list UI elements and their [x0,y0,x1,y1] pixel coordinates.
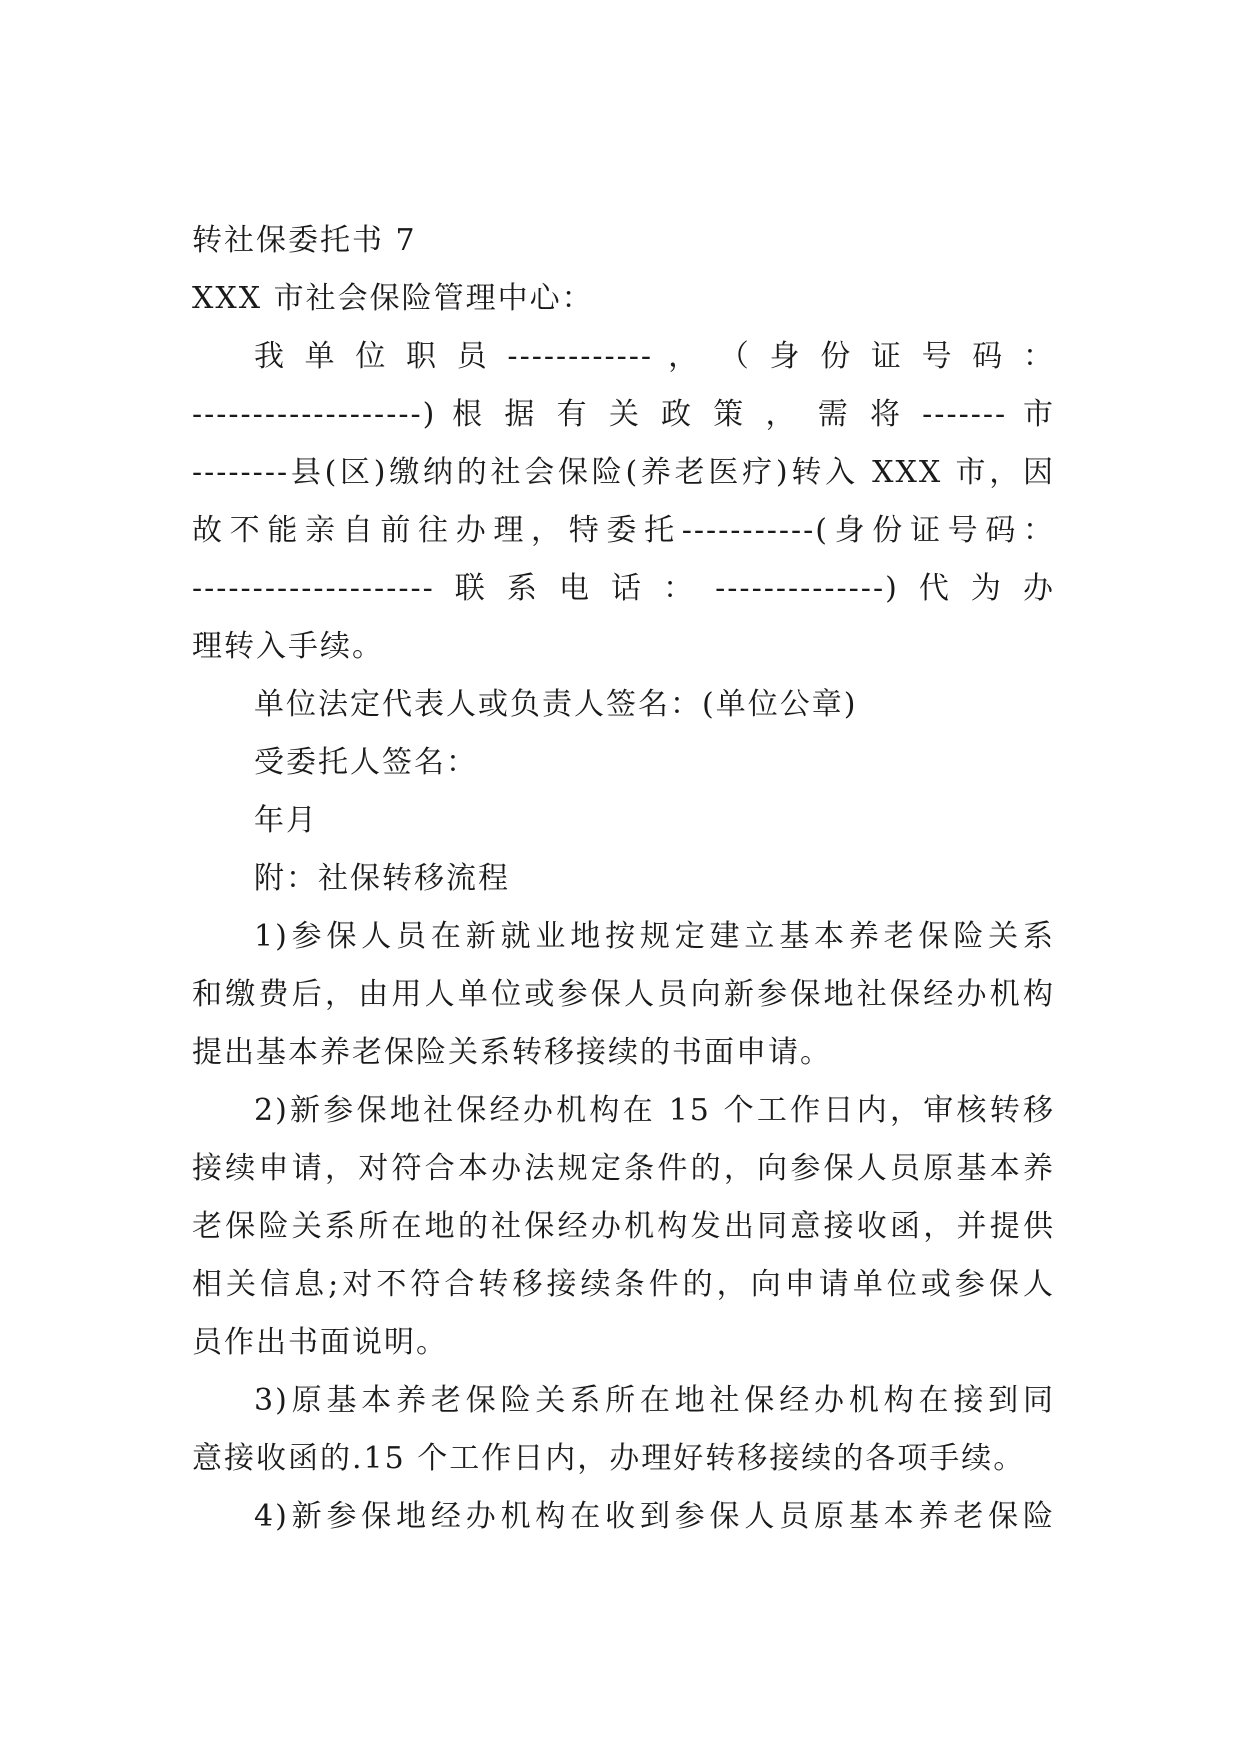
body-line: -------------------) 根 据 有 关 政 策 ， 需 将 ------- 市 [192,397,1055,432]
addressee: XXX 市社会保险管理中心： [192,281,594,316]
body-line: 理转入手续。 [192,629,384,664]
body-line: --------县(区)缴纳的社会保险(养老医疗)转入 XXX 市，因 [192,455,1055,490]
body-line: --------------------联系电话：--------------)代为办 [192,571,1055,606]
step-3-line: 意接收函的.15 个工作日内，办理好转移接续的各项手续。 [192,1441,1026,1476]
step-1-line: 1)参保人员在新就业地按规定建立基本养老保险关系 [254,919,1055,954]
appendix-heading: 附：社保转移流程 [254,861,510,896]
step-1-line: 和缴费后，由用人单位或参保人员向新参保地社保经办机构 [192,977,1055,1012]
signature-date: 年月 [254,803,318,838]
step-4-line: 4)新参保地经办机构在收到参保人员原基本养老保险 [254,1499,1055,1534]
step-1-line: 提出基本养老保险关系转移接续的书面申请。 [192,1035,832,1070]
signature-legal-rep: 单位法定代表人或负责人签名：(单位公章) [254,687,858,722]
step-2-line: 老保险关系所在地的社保经办机构发出同意接收函，并提供 [192,1209,1055,1244]
document-body [192,212,1055,1546]
step-2-line: 相关信息;对不符合转移接续条件的，向申请单位或参保人 [192,1267,1055,1302]
step-2-line: 员作出书面说明。 [192,1325,448,1360]
signature-trustee: 受委托人签名： [254,745,478,780]
body-line: 故不能亲自前往办理，特委托-----------(身份证号码： [192,513,1055,548]
step-3-line: 3)原基本养老保险关系所在地社保经办机构在接到同 [254,1383,1055,1418]
step-2-line: 接续申请，对符合本办法规定条件的，向参保人员原基本养 [192,1151,1055,1186]
body-line: 我 单 位 职 员 ------------ ， （ 身 份 证 号 码 ： [254,339,1055,374]
document-title: 转社保委托书 7 [192,223,417,258]
step-2-line: 2)新参保地社保经办机构在 15 个工作日内，审核转移 [254,1093,1055,1128]
